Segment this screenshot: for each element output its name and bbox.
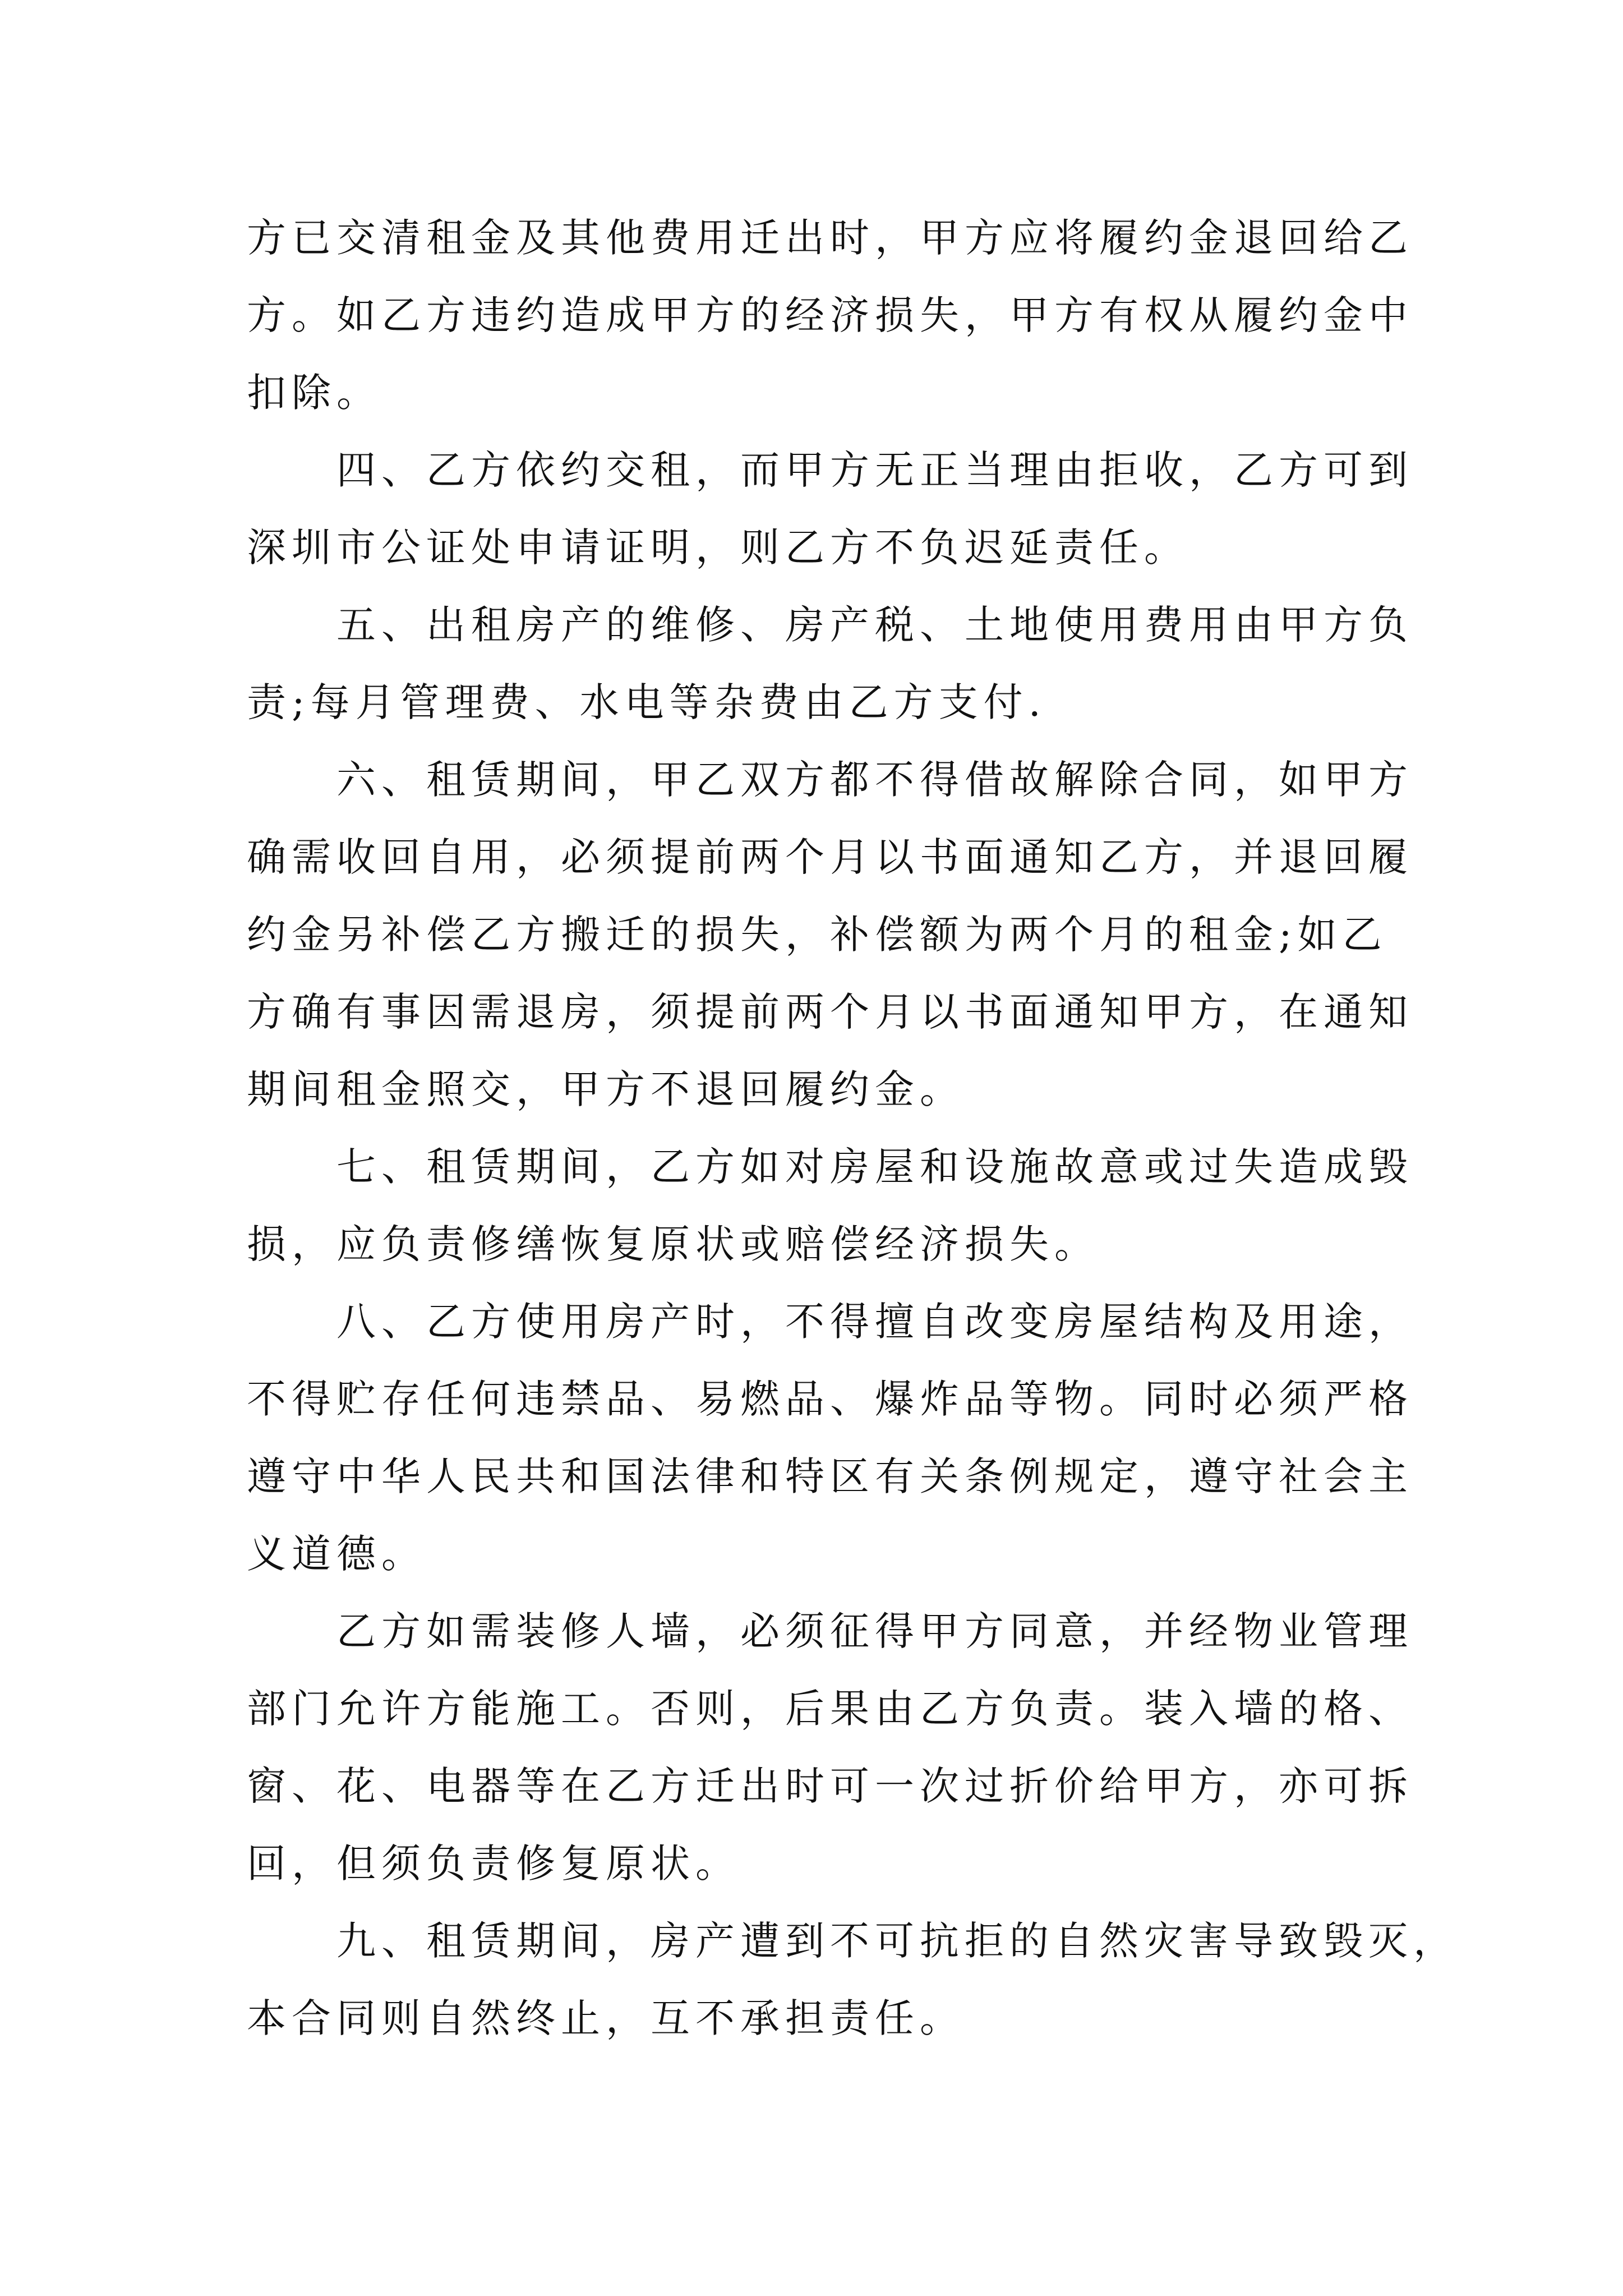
clause-6-line: 六、租赁期间，甲乙双方都不得借故解除合同，如甲方 [336,757,1413,803]
clause-8-line: 八、乙方使用房产时，不得擅自改变房屋结构及用途， [336,1299,1413,1345]
clause-7-line: 七、租赁期间，乙方如对房屋和设施故意或过失造成毁 [336,1144,1413,1190]
text-line: 窗、花、电器等在乙方迁出时可一次过折价给甲方，亦可拆 [247,1763,1413,1809]
text-line: 损，应负责修缮恢复原状或赔偿经济损失。 [247,1221,1099,1267]
contract-text [247,199,1458,2057]
text-line: 深圳市公证处申请证明，则乙方不负迟延责任。 [247,524,1189,570]
text-line: 遵守中华人民共和国法律和特区有关条例规定，遵守社会主 [247,1453,1413,1499]
text-line: 责;每月管理费、水电等杂费由乙方支付. [247,679,1046,725]
renovation-paragraph-line: 乙方如需装修人墙，必须征得甲方同意，并经物业管理 [336,1608,1413,1654]
clause-4-line: 四、乙方依约交租，而甲方无正当理由拒收，乙方可到 [336,447,1413,493]
text-line: 方。如乙方违约造成甲方的经济损失，甲方有权从履约金中 [247,292,1413,338]
text-line: 约金另补偿乙方搬迁的损失，补偿额为两个月的租金;如乙 [247,912,1387,958]
text-line: 本合同则自然终止，互不承担责任。 [247,1995,965,2041]
text-line: 不得贮存任何违禁品、易燃品、爆炸品等物。同时必须严格 [247,1376,1413,1422]
text-line: 期间租金照交，甲方不退回履约金。 [247,1066,965,1112]
text-line: 方已交清租金及其他费用迁出时，甲方应将履约金退回给乙 [247,215,1413,261]
text-line: 部门允许方能施工。否则，后果由乙方负责。装入墙的格、 [247,1686,1413,1732]
text-line: 扣除。 [247,370,381,416]
clause-5-line: 五、出租房产的维修、房产税、土地使用费用由甲方负 [336,602,1413,648]
clause-9-line: 九、租赁期间，房产遭到不可抗拒的自然灾害导致毁灭， [336,1918,1458,1964]
text-line: 回，但须负责修复原状。 [247,1841,740,1887]
text-line: 方确有事因需退房，须提前两个月以书面通知甲方，在通知 [247,989,1413,1035]
text-line: 确需收回自用，必须提前两个月以书面通知乙方，并退回履 [247,834,1413,880]
text-line: 义道德。 [247,1531,426,1577]
